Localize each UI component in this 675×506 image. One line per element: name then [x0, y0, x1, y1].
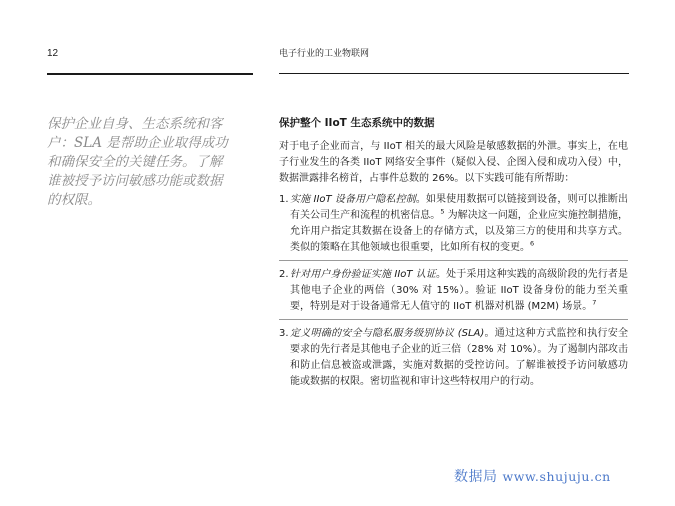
practice-item-3: [279, 326, 628, 390]
intro-paragraph: 对于电子企业而言，与 IIoT 相关的最大风险是敏感数据的外泄。事实上，在电子行业发生的各类 IIoT 网络安全事件（疑似入侵、企图入侵和成功入侵）中，数据泄露排名榜首，占事件总数的 26%。以下实践可能有所帮助：: [279, 141, 628, 184]
item-number: 1.: [279, 194, 289, 205]
item-text-cont: 为解决这一问题，企业应实施控制措施，允许用户指定其数据在设备上的存储方式，以及第三方的使用和共享方式。类似的策略在其他领域也很重要，比如所有权的变更。: [290, 210, 628, 253]
item-lead: 定义明确的安全与隐私服务级别协议 (SLA): [290, 328, 485, 339]
watermark-brand: 数据局: [454, 469, 498, 485]
main-column: [279, 115, 628, 394]
running-header: 电子行业的工业物联网: [279, 49, 370, 59]
footnote-ref: 7: [592, 298, 597, 307]
item-number: 2.: [279, 269, 289, 280]
right-header-rule: [279, 73, 629, 74]
section-title: 保护整个 IIoT 生态系统中的数据: [279, 117, 435, 129]
watermark-url: www.shujuju.cn: [502, 469, 611, 484]
page-number: 12: [47, 48, 59, 59]
item-text: 。处于采用这种实践的高级阶段的先行者是其他电子企业的两倍（30% 对 15%）。验证 IIoT 设备身份的能力至关重要，特别是对于设备通常无人值守的 IIoT 机器对机器 (M2M) 场景。: [290, 269, 629, 312]
item-number: 3.: [279, 328, 289, 339]
item-text: 。通过这种方式监控和执行安全要求的先行者是其他电子企业的近三倍（28% 对 10%）。为了遏制内部攻击和防止信息被盗或泄露，实施对数据的受控访问。了解谁被授予访问敏感功能或数据的权限。密切监视和审计这些特权用户的行动。: [290, 328, 628, 387]
item-lead: 实施 IIoT 设备用户隐私控制: [290, 194, 416, 205]
item-divider: [279, 319, 628, 320]
left-header-rule: [47, 73, 253, 75]
practice-item-2: [279, 267, 628, 315]
footnote-ref: 5: [440, 207, 445, 216]
item-divider: [279, 260, 628, 261]
item-text: 。如果使用数据可以链接到设备，则可以推断出有关公司生产和流程的机密信息。: [290, 194, 629, 221]
watermark: [454, 466, 611, 486]
practice-item-1: [279, 192, 628, 256]
item-lead: 针对用户身份验证实施 IIoT 认证: [290, 269, 437, 280]
footnote-ref: 6: [530, 239, 535, 248]
pull-quote: 保护企业自身、生态系统和客户：SLA 是帮助企业取得成功和确保安全的关键任务。了解谁被授予访问敏感功能或数据的权限。: [47, 116, 228, 208]
